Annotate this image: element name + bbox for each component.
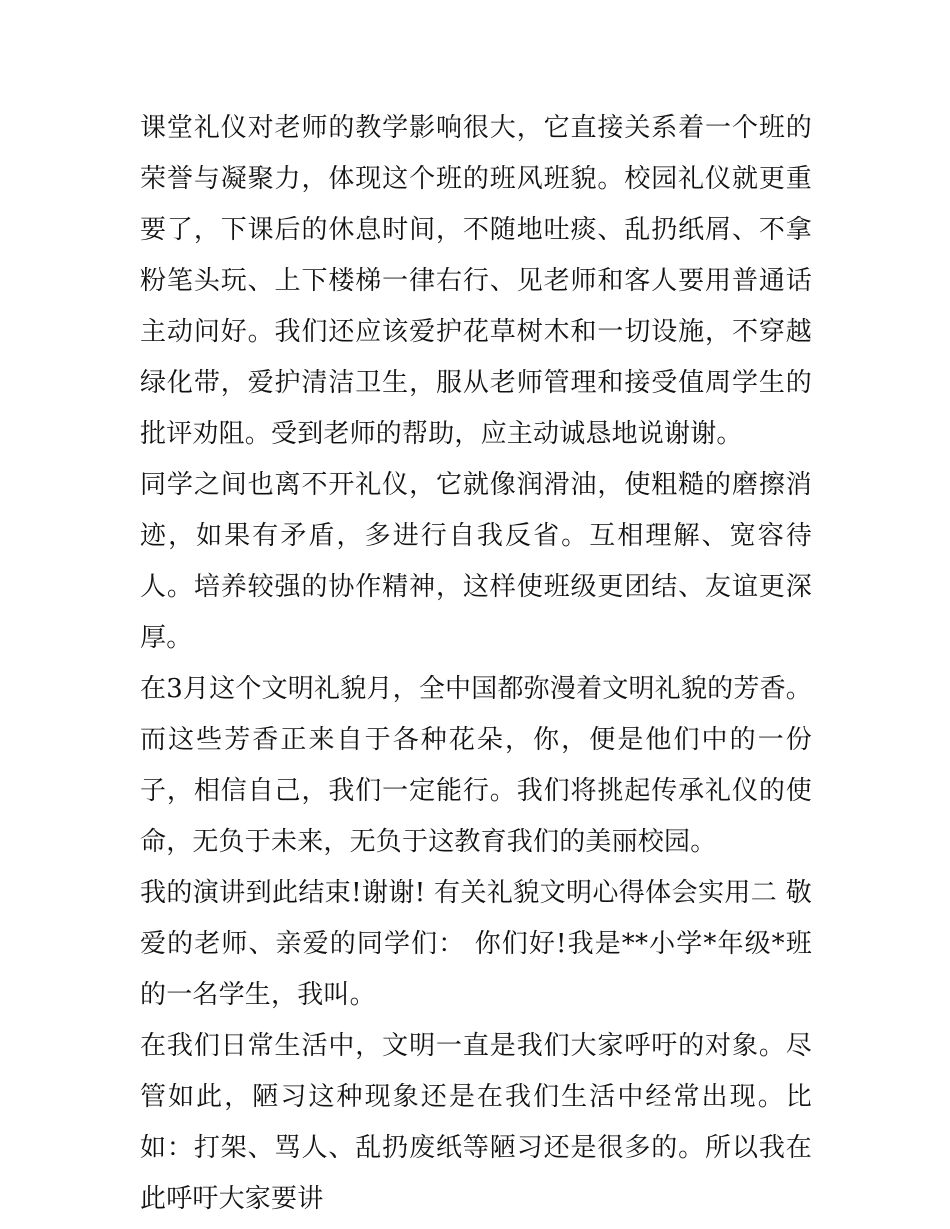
paragraph-classroom-etiquette: 课堂礼仪对老师的教学影响很大，它直接关系着一个班的荣誉与凝聚力，体现这个班的班风班貌。校园礼仪就更重要了，下课后的休息时间，不随地吐痰、乱扔纸屑、不拿粉笔头玩、上下楼梯一律右行、见老师和客人要用普通话主动问好。我们还应该爱护花草树木和一切设施，不穿越绿化带，爱护清洁卫生，服从老师管理和接受值周学生的批评劝阻。受到老师的帮助，应主动诚恳地说谢谢。 (140, 113, 812, 449)
paragraph-civility-month: 在3月这个文明礼貌月，全中国都弥漫着文明礼貌的芳香。而这些芳香正来自于各种花朵，你，便是他们中的一份子，相信自己，我们一定能行。我们将挑起传承礼仪的使命，无负于未来，无负于这教育我们的美丽校园。 (140, 674, 812, 857)
paragraph-speech-ending: 我的演讲到此结束!谢谢! 有关礼貌文明心得体会实用二 敬爱的老师、亲爱的同学们： 你们好!我是**小学*年级*班的一名学生，我叫。 (140, 878, 812, 1010)
paragraph-daily-life: 在我们日常生活中，文明一直是我们大家呼吁的对象。尽管如此，陋习这种现象还是在我们生活中经常出现。比如：打架、骂人、乱扔废纸等陋习还是很多的。所以我在此呼吁大家要讲 (140, 1031, 812, 1214)
document-body (140, 103, 812, 1225)
paragraph-classmate-etiquette: 同学之间也离不开礼仪，它就像润滑油，使粗糙的磨擦消迹，如果有矛盾，多进行自我反省。互相理解、宽容待人。培养较强的协作精神，这样使班级更团结、友谊更深厚。 (140, 470, 812, 653)
